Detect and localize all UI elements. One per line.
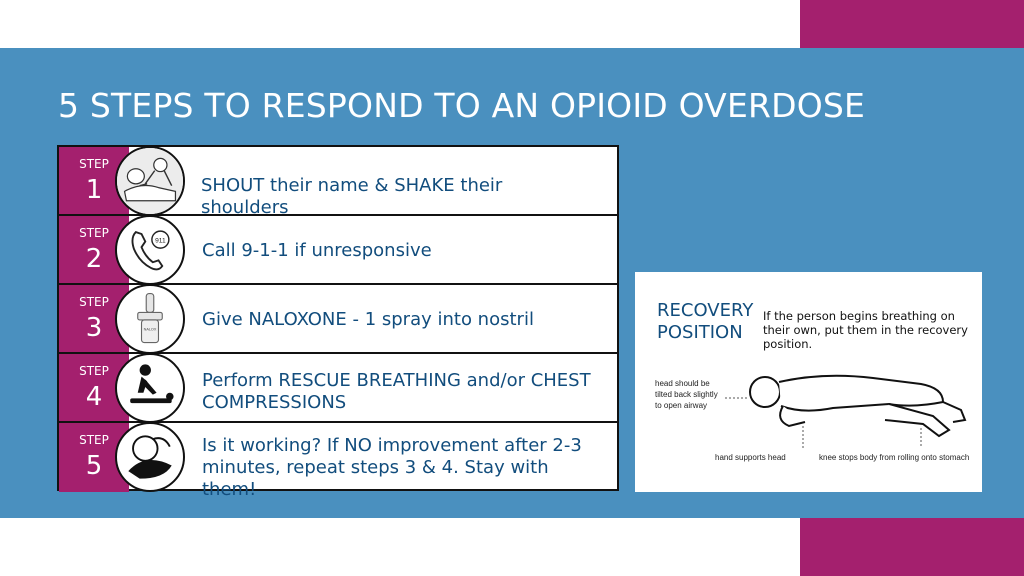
step-label: STEP <box>79 226 109 240</box>
spray-label-text: NALOX <box>143 327 157 332</box>
step-row-5 <box>59 423 617 500</box>
step-label: STEP <box>79 295 109 309</box>
stay-with-them-icon <box>115 422 185 492</box>
step-text: Is it working? If NO improvement after 2-3 minutes, repeat steps 3 & 4. Stay with them! <box>202 435 582 500</box>
step-number: 4 <box>85 382 103 412</box>
recovery-title-line-2: POSITION <box>657 322 743 343</box>
label-head-1: head should be <box>655 379 710 388</box>
slide-title: 5 STEPS TO RESPOND TO AN OPIOID OVERDOSE <box>58 86 866 125</box>
step-number: 5 <box>85 451 103 481</box>
step-row-1 <box>59 147 617 216</box>
step-label: STEP <box>79 157 109 171</box>
label-head-3: to open airway <box>655 401 708 410</box>
phone-badge-text: 911 <box>155 237 166 245</box>
bottom-accent-bar <box>800 518 1024 576</box>
step-text: Perform RESCUE BREATHING and/or CHEST COMPRESSIONS <box>202 370 591 413</box>
cpr-icon <box>115 353 185 423</box>
top-accent-bar <box>800 0 1024 48</box>
recovery-position-card <box>635 272 982 492</box>
steps-panel <box>57 145 619 500</box>
step-number: 3 <box>85 313 103 343</box>
recovery-title-line-1: RECOVERY <box>657 300 754 321</box>
phone-911-icon <box>115 215 185 285</box>
recovery-position-illustration <box>653 364 978 464</box>
step-label: STEP <box>79 433 109 447</box>
step-row-2 <box>59 216 617 285</box>
recovery-description: If the person begins breathing on their own, put them in the recovery position. <box>763 309 968 351</box>
recovery-title <box>657 300 753 344</box>
step-row-4 <box>59 354 617 423</box>
label-hand: hand supports head <box>715 453 786 462</box>
step-text: Give NALOXONE - 1 spray into nostril <box>202 309 534 330</box>
step-row-3 <box>59 285 617 354</box>
step-text: Call 9-1-1 if unresponsive <box>202 240 432 261</box>
label-knee: knee stops body from rolling onto stomach <box>819 453 970 462</box>
step-text: SHOUT their name & SHAKE their shoulders <box>201 175 503 218</box>
step-label: STEP <box>79 364 109 378</box>
step-number: 2 <box>85 244 103 274</box>
shake-shoulders-icon <box>115 146 185 216</box>
naloxone-spray-icon <box>115 284 185 354</box>
label-head-2: tilted back slightly <box>655 390 718 399</box>
step-number: 1 <box>85 175 103 205</box>
